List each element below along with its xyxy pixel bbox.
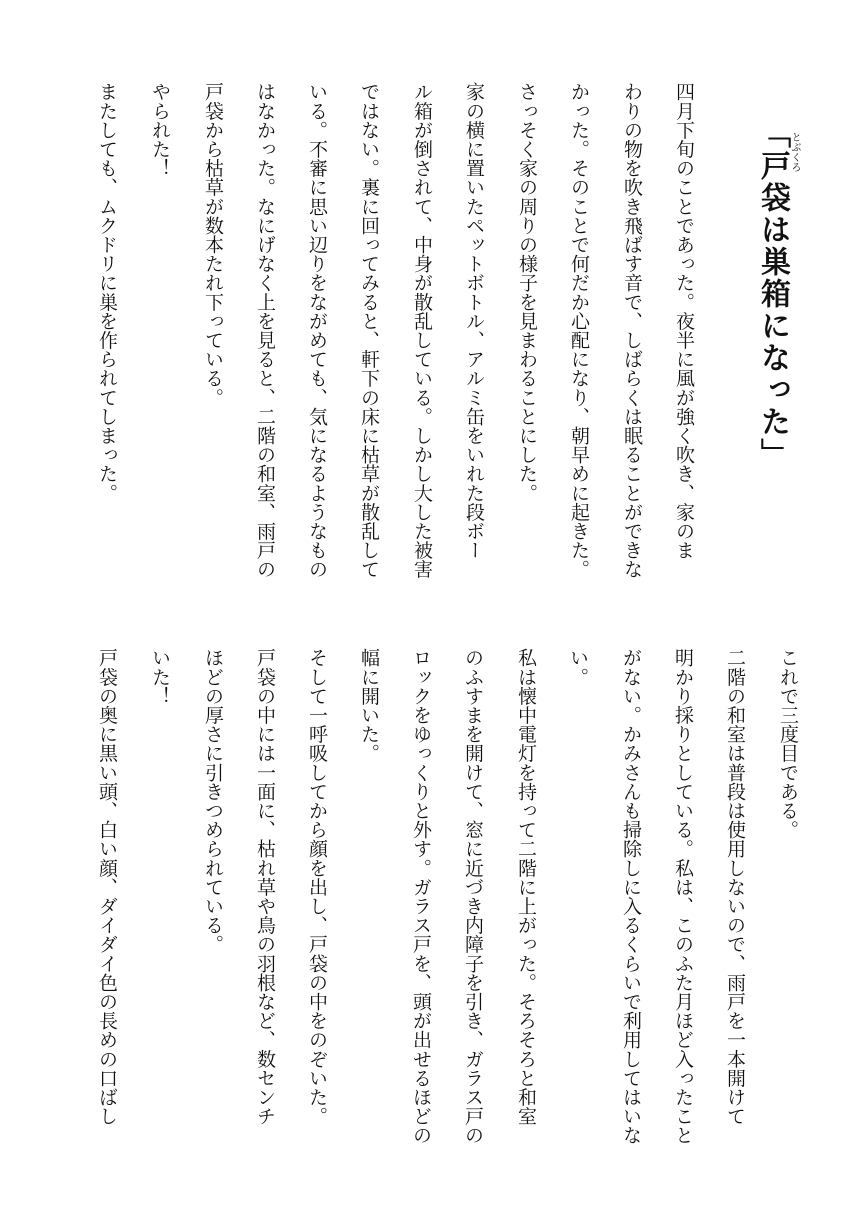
text-column: さっそく家の周りの様子を見まわることにした。: [516, 82, 538, 503]
text-column: 明かり採りとしている。私は、このふた月ほど入ったこと: [672, 648, 694, 1145]
text-column: やられた！: [149, 82, 171, 178]
text-column: 私は懐中電灯を持って二階に上がった。そろそろと和室: [515, 648, 537, 1126]
text-column: いる。不審に思い辺りをながめても、気になるようなもの: [306, 82, 328, 579]
text-column: 四月下旬のことであった。夜半に風が強く吹き、家のま: [673, 82, 695, 560]
text-column: 戸袋の中には一面に、枯れ草や鳥の羽根など、数センチ: [254, 648, 276, 1126]
text-column: がない。かみさんも掃除しに入るくらいで利用してはいな: [620, 648, 642, 1145]
text-column: い。: [567, 648, 589, 687]
text-column: 幅に開いた。: [358, 648, 380, 763]
text-column: 二階の和室は普段は使用しないので、雨戸を一本開けて: [724, 648, 746, 1126]
text-column: ほどの厚さに引きつめられている。: [202, 648, 224, 954]
text-column: かった。そのことで何だか心配になり、朝早めに起きた。: [568, 82, 590, 579]
text-column: 家の横に置いたペットボトル、アルミ缶をいれた段ボー: [463, 82, 485, 560]
text-column: 戸袋から枯草が数本たれ下っている。: [202, 82, 224, 407]
text-column: はなかった。なにげなく上を見ると、二階の和室、雨戸の: [254, 82, 276, 579]
text-column: わりの物を吹き飛ばす音で、しばらくは眠ることができな: [621, 82, 643, 579]
page-title: 「戸袋は巣箱になった」: [755, 118, 790, 470]
text-column: ロックをゆっくりと外す。ガラス戸を、頭が出せるほどの: [410, 648, 432, 1145]
text-column: ではない。裏に回ってみると、軒下の床に枯草が散乱して: [358, 82, 380, 579]
text-column: ル箱が倒されて、中身が散乱している。しかし大した被害: [411, 82, 433, 579]
text-column: そして一呼吸してから顔を出し、戸袋の中をのぞいた。: [306, 648, 328, 1126]
text-column: またしても、ムクドリに巣を作られてしまった。: [96, 82, 118, 503]
text-column: これで三度目である。: [777, 648, 799, 839]
text-column: いた！: [149, 648, 171, 706]
text-column: のふすまを開けて、窓に近づき内障子を引き、ガラス戸の: [462, 648, 484, 1145]
title-ruby: とぶくろ: [789, 132, 800, 172]
text-column: 戸袋の奥に黒い頭、白い顔、ダイダイ色の長めの口ばし: [96, 648, 118, 1126]
